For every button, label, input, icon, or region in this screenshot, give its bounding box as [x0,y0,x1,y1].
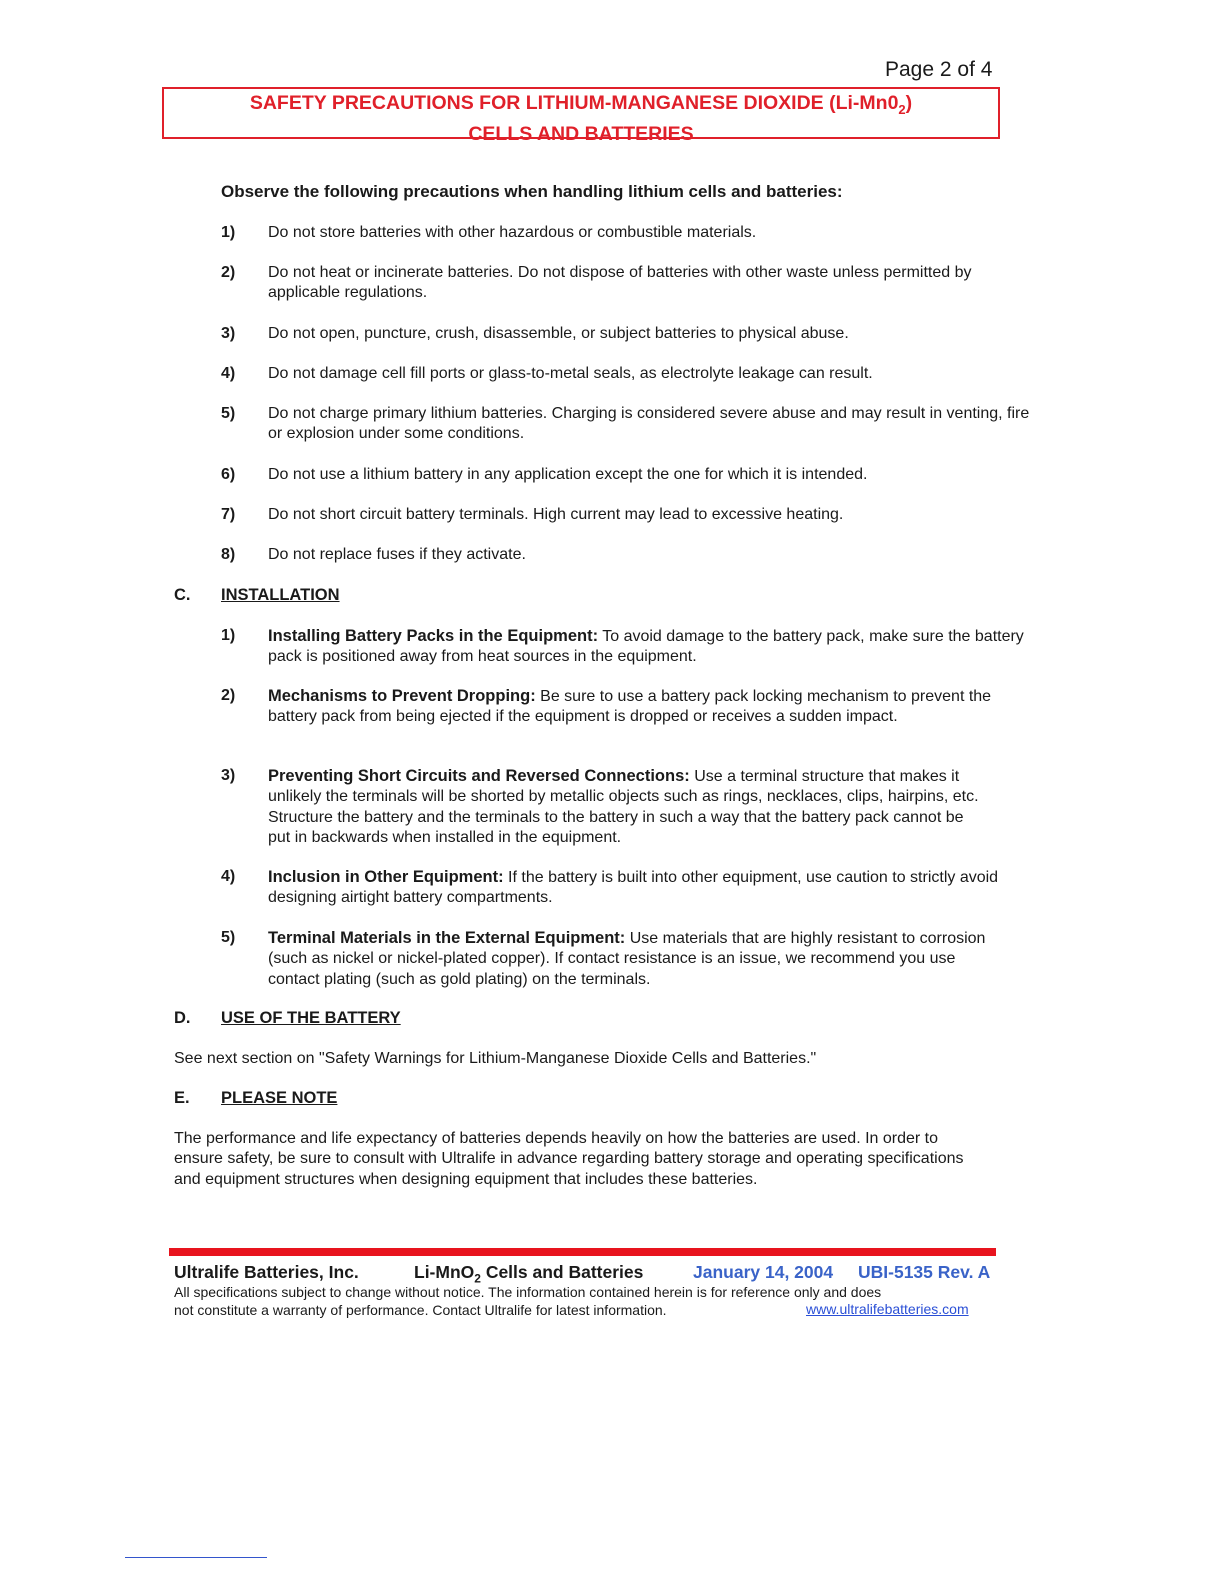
bottom-rule [125,1557,267,1558]
footer-company: Ultralife Batteries, Inc. [174,1262,359,1282]
section-d-text: See next section on "Safety Warnings for Lithium-Manganese Dioxide Cells and Batteries." [174,1050,817,1067]
title-line-2: CELLS AND BATTERIES [468,122,694,145]
footer-product: Li-MnO$_2$ Cells and Batteries [414,1262,644,1286]
section-e-text: The performance and life expectancy of batteries depends heavily on how the batteries are used. In order to ensure safety, be sure to consult with Ultralife in advance regarding battery storage and operating specifications and equipment structures when designing equipment that includes these batteries. [174,1130,964,1188]
footer-disclaimer-2: not constitute a warranty of performance. Contact Ultralife for latest information. [174,1302,667,1318]
website-link[interactable]: www.ultralifebatteries.com [806,1301,969,1317]
title-line-1: SAFETY PRECAUTIONS FOR LITHIUM-MANGANESE DIOXIDE $(Li-Mn0_2)$ [249,92,913,117]
footer-doc-id: UBI-5135 Rev. A [858,1262,991,1282]
footer-date: January 14, 2004 [693,1262,834,1282]
footer-divider [169,1248,996,1256]
document-title [162,87,1000,145]
footer-disclaimer-1: All specifications subject to change without notice. The information contained herein is for reference only and does [174,1284,882,1300]
precautions-intro: Observe the following precautions when handling lithium cells and batteries: [221,182,843,201]
page-number: Page 2 of 4 [885,58,993,81]
